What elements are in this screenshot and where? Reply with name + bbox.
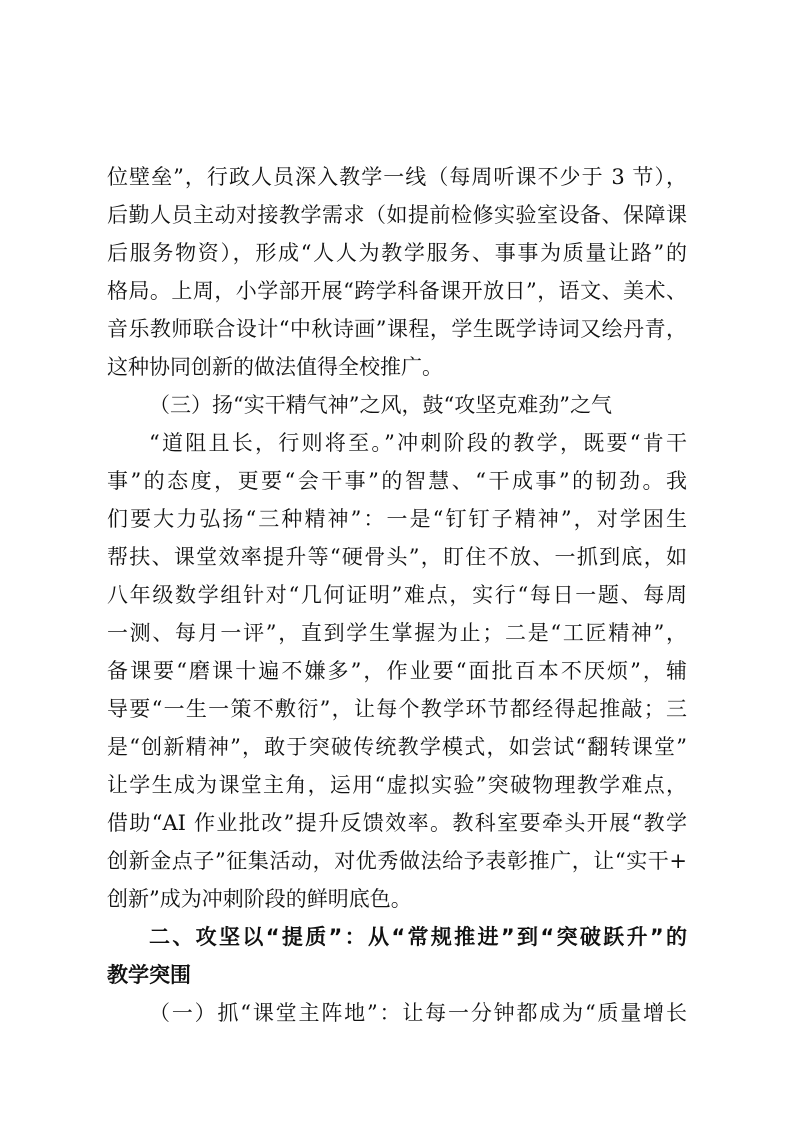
- text-line: 事”的态度，更要“会干事”的智慧、“干成事”的韧劲。我: [107, 469, 687, 493]
- text-line: 音乐教师联合设计“中秋诗画”课程，学生既学诗词又绘丹青，: [107, 317, 687, 341]
- text-line: 让学生成为课堂主角，运用“虚拟实验”突破物理教学难点，: [107, 773, 687, 797]
- text-line: 导要“一生一策不敷衍”，让每个教学环节都经得起推敲；三: [107, 697, 687, 721]
- text-line: 帮扶、课堂效率提升等“硬骨头”，盯住不放、一抓到底，如: [107, 545, 687, 569]
- text-line: 创新”成为冲刺阶段的鲜明底色。: [107, 887, 412, 911]
- section-heading-continued: 教学突围: [107, 963, 191, 987]
- text-line: 是“创新精神”，敢于突破传统教学模式，如尝试“翻转课堂”: [107, 735, 687, 759]
- section-heading: 二、攻坚以“提质”：从“常规推进”到“突破跃升”的: [149, 925, 687, 949]
- text-line: 这种协同创新的做法值得全校推广。: [107, 355, 443, 379]
- text-line: 创新金点子”征集活动，对优秀做法给予表彰推广，让“实干+: [107, 849, 687, 873]
- section-subheading: （三）扬“实干精气神”之风，鼓“攻坚克难劲”之气: [149, 393, 612, 417]
- text-line: 们要大力弘扬“三种精神”：一是“钉钉子精神”，对学困生: [107, 507, 687, 531]
- text-line: 位壁垒”，行政人员深入教学一线（每周听课不少于 3 节），: [107, 165, 687, 189]
- text-line: 一测、每月一评”，直到学生掌握为止；二是“工匠精神”，: [107, 621, 687, 645]
- text-line: 后服务物资），形成“人人为教学服务、事事为质量让路”的: [107, 241, 687, 265]
- text-line: 借助“AI 作业批改”提升反馈效率。教科室要牵头开展“教学: [107, 811, 687, 835]
- text-line: “道阻且长，行则将至。”冲刺阶段的教学，既要“肯干: [149, 431, 687, 455]
- section-subheading: （一）抓“课堂主阵地”：让每一分钟都成为“质量增长: [149, 1001, 687, 1025]
- text-line: 备课要“磨课十遍不嫌多”，作业要“面批百本不厌烦”，辅: [107, 659, 687, 683]
- text-line: 格局。上周，小学部开展“跨学科备课开放日”，语文、美术、: [107, 279, 687, 303]
- text-line: 后勤人员主动对接教学需求（如提前检修实验室设备、保障课: [107, 203, 687, 227]
- text-line: 八年级数学组针对“几何证明”难点，实行“每日一题、每周: [107, 583, 687, 607]
